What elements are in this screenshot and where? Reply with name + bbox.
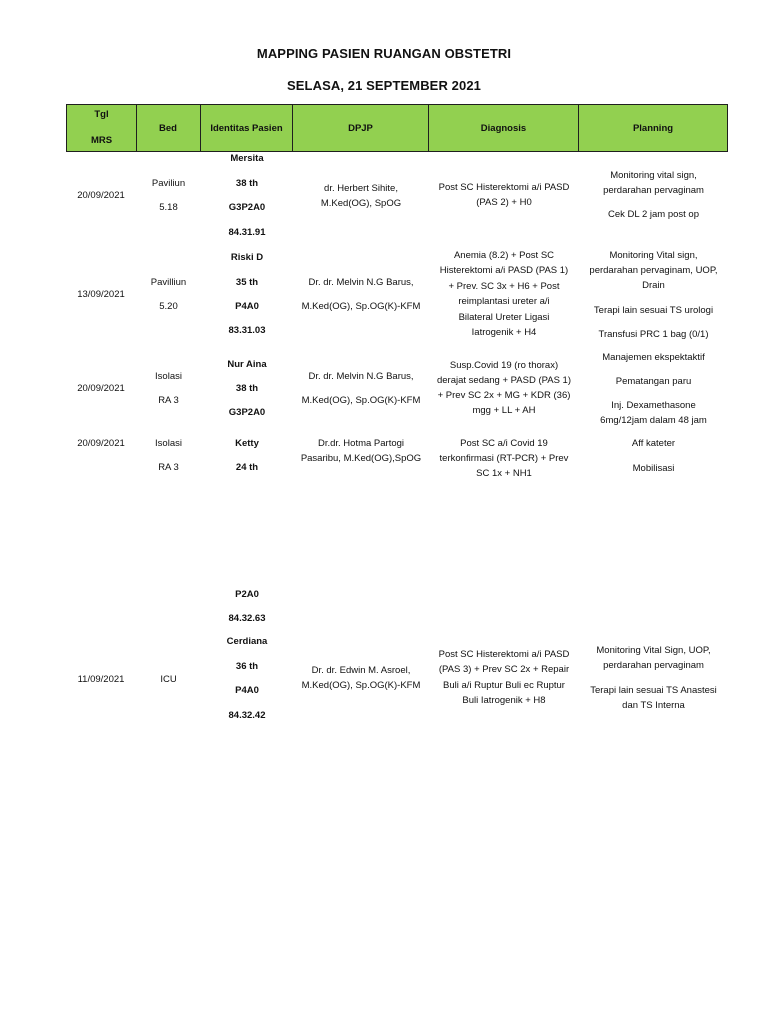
document-date: SELASA, 21 SEPTEMBER 2021	[287, 78, 481, 93]
cell-patient-age: 35 th	[235, 277, 259, 288]
cell-diagnosis: reimplantasi ureter a/i	[458, 296, 550, 307]
cell-patient-age: 38 th	[235, 178, 259, 189]
cell-patient-name: Cerdiana	[226, 636, 268, 647]
cell-planning: Monitoring Vital Sign, UOP,	[596, 645, 711, 656]
cell-diagnosis: terkonfirmasi (RT-PCR) + Prev	[439, 453, 569, 464]
cell-diagnosis: Buli Iatrogenik + H8	[462, 695, 546, 706]
cell-bed: 5.20	[159, 301, 178, 312]
cell-planning: Monitoring Vital sign,	[609, 250, 698, 261]
cell-bed: Pavilliun	[150, 277, 187, 288]
cell-bed: Isolasi	[155, 371, 182, 382]
table-header	[66, 104, 728, 152]
cell-planning: perdarahan pervaginam	[603, 185, 704, 196]
cell-diagnosis: Susp.Covid 19 (ro thorax)	[449, 360, 559, 371]
cell-dpjp: dr. Herbert Sihite,	[324, 183, 398, 194]
cell-tgl: 20/09/2021	[77, 383, 125, 394]
cell-diagnosis: mgg + LL + AH	[472, 405, 536, 416]
cell-patient-age: 36 th	[235, 661, 259, 672]
cell-patient-name: Ketty	[235, 438, 259, 449]
cell-diagnosis: Histerektomi a/i PASD (PAS 1)	[439, 265, 569, 276]
cell-bed: Paviliun	[151, 178, 186, 189]
cell-patient-record: 84.32.63	[228, 613, 266, 624]
cell-planning: Inj. Dexamethasone	[611, 400, 696, 411]
cell-patient-obstetric: G3P2A0	[228, 407, 266, 418]
document-title: MAPPING PASIEN RUANGAN OBSTETRI	[256, 46, 512, 61]
cell-planning: dan TS Interna	[622, 700, 685, 711]
cell-diagnosis: Post SC a/i Covid 19	[460, 438, 548, 449]
cell-patient-name: Riski D	[230, 252, 264, 263]
header-diagnosis: Diagnosis	[429, 105, 579, 151]
cell-dpjp: Dr.dr. Hotma Partogi	[317, 438, 405, 449]
cell-diagnosis: derajat sedang + PASD (PAS 1)	[436, 375, 572, 386]
cell-tgl: 13/09/2021	[77, 289, 125, 300]
cell-patient-name: Nur Aina	[227, 359, 267, 370]
cell-diagnosis: + Prev. SC 3x + H6 + Post	[448, 281, 560, 292]
cell-planning: Terapi lain sesuai TS Anastesi	[590, 685, 717, 696]
cell-diagnosis: Post SC Histerektomi a/i PASD	[438, 649, 570, 660]
header-bed: Bed	[136, 105, 201, 151]
cell-diagnosis: Buli a/i Ruptur Buli ec Ruptur	[443, 680, 565, 691]
cell-planning: Cek DL 2 jam post op	[608, 209, 699, 220]
header-planning: Planning	[632, 122, 674, 134]
cell-planning: Manajemen ekspektaktif	[602, 352, 705, 363]
cell-planning: perdarahan pervaginam, UOP,	[589, 265, 718, 276]
cell-dpjp: Pasaribu, M.Ked(OG),SpOG	[300, 453, 422, 464]
cell-patient-record: 84.31.91	[228, 227, 266, 238]
cell-dpjp: Dr. dr. Melvin N.G Barus,	[308, 277, 414, 288]
cell-planning: Pematangan paru	[615, 376, 692, 387]
cell-planning: Transfusi PRC 1 bag (0/1)	[598, 329, 709, 340]
cell-patient-obstetric: P4A0	[235, 685, 259, 696]
cell-planning: 6mg/12jam dalam 48 jam	[600, 415, 707, 426]
cell-dpjp: M.Ked(OG), Sp.OG(K)-KFM	[301, 395, 421, 406]
cell-planning: Monitoring vital sign,	[610, 170, 697, 181]
cell-tgl: 20/09/2021	[77, 438, 125, 449]
cell-dpjp: M.Ked(OG), SpOG	[320, 198, 402, 209]
cell-diagnosis: Anemia (8.2) + Post SC	[453, 250, 555, 261]
cell-dpjp: Dr. dr. Edwin M. Asroel,	[311, 665, 411, 676]
cell-patient-age: 38 th	[235, 383, 259, 394]
cell-planning: perdarahan pervaginam	[603, 660, 704, 671]
cell-diagnosis: (PAS 3) + Prev SC 2x + Repair	[438, 664, 570, 675]
cell-diagnosis: Bilateral Ureter Ligasi	[458, 312, 550, 323]
cell-bed: RA 3	[158, 395, 179, 406]
cell-patient-record: 84.32.42	[228, 710, 266, 721]
cell-planning: Aff kateter	[631, 438, 676, 449]
cell-bed: Isolasi	[155, 438, 182, 449]
header-dpjp: DPJP	[293, 105, 429, 151]
cell-patient-name: Mersita	[230, 153, 264, 164]
cell-tgl: 11/09/2021	[77, 674, 125, 685]
header-tgl-mrs	[67, 105, 137, 151]
cell-tgl: 20/09/2021	[77, 190, 125, 201]
cell-planning: Drain	[642, 280, 665, 291]
cell-planning: Terapi lain sesuai TS urologi	[593, 305, 714, 316]
cell-diagnosis: (PAS 2) + H0	[476, 197, 532, 208]
cell-dpjp: Dr. dr. Melvin N.G Barus,	[308, 371, 414, 382]
cell-diagnosis: Post SC Histerektomi a/i PASD	[438, 182, 570, 193]
cell-patient-obstetric: P2A0	[235, 589, 259, 600]
cell-dpjp: M.Ked(OG), Sp.OG(K)-KFM	[301, 301, 421, 312]
cell-bed: ICU	[160, 674, 177, 685]
cell-dpjp: M.Ked(OG), Sp.OG(K)-KFM	[301, 680, 421, 691]
cell-patient-obstetric: P4A0	[235, 301, 259, 312]
cell-patient-age: 24 th	[235, 462, 259, 473]
cell-patient-obstetric: G3P2A0	[228, 202, 266, 213]
header-tgl: Tgl	[94, 109, 109, 120]
header-mrs: MRS	[90, 135, 113, 146]
header-identitas: Identitas Pasien	[201, 105, 293, 151]
cell-diagnosis: Iatrogenik + H4	[471, 327, 537, 338]
cell-bed: 5.18	[159, 202, 178, 213]
cell-diagnosis: SC 1x + NH1	[476, 468, 532, 479]
cell-bed: RA 3	[158, 462, 179, 473]
cell-planning: Mobilisasi	[632, 463, 675, 474]
cell-patient-record: 83.31.03	[228, 325, 266, 336]
cell-diagnosis: + Prev SC 2x + MG + KDR (36)	[437, 390, 571, 401]
